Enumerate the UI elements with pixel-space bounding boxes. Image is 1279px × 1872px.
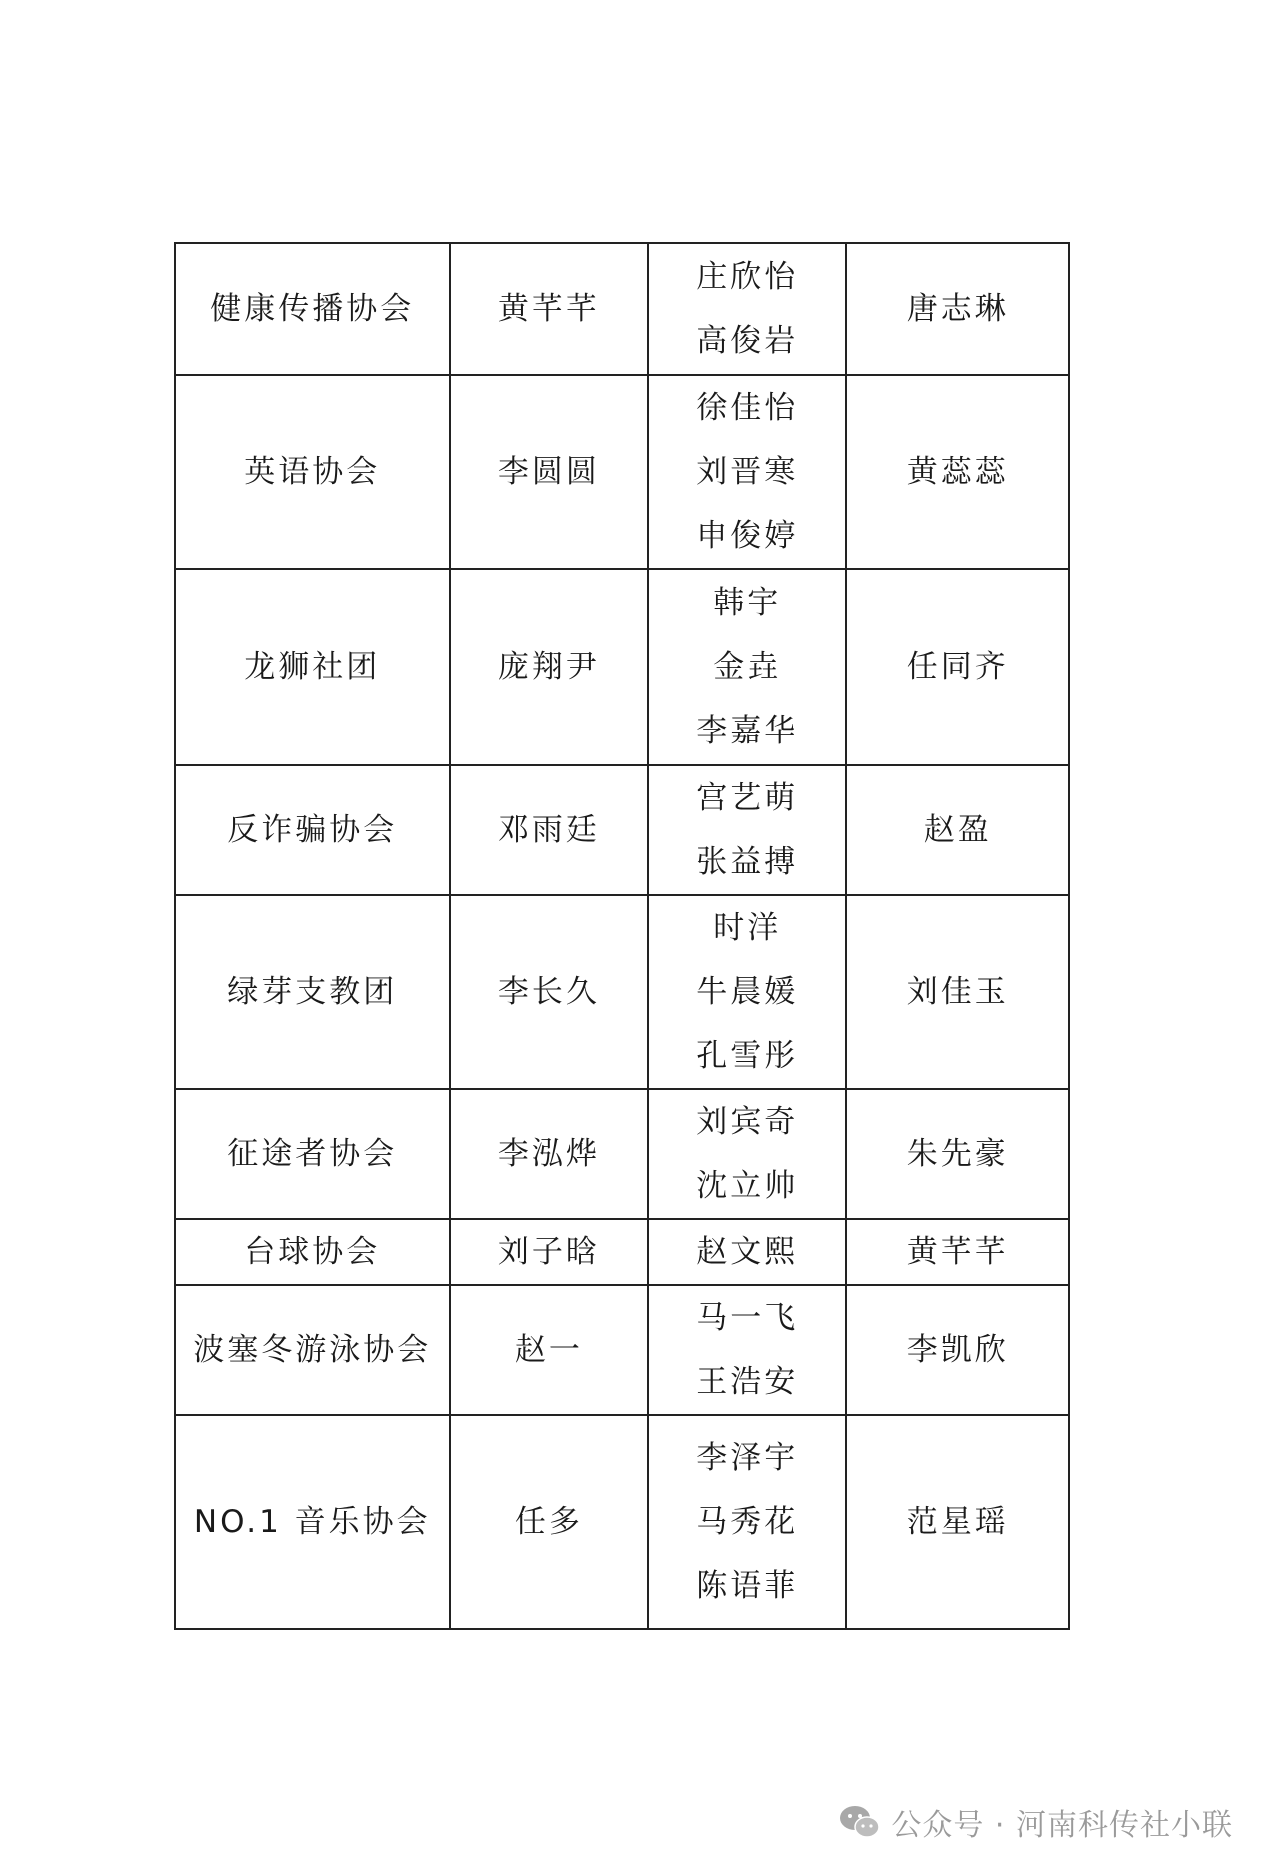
- table-row: [175, 569, 1069, 765]
- president-cell: 黄芊芊: [450, 243, 648, 375]
- table-row: [175, 1415, 1069, 1629]
- club-name-cell: 波塞冬游泳协会: [175, 1285, 450, 1415]
- president-cell: 李长久: [450, 895, 648, 1089]
- member-name: 牛晨媛: [696, 974, 799, 1010]
- table-row: [175, 1285, 1069, 1415]
- members-cell: [648, 375, 846, 569]
- member-name: 陈语菲: [696, 1568, 799, 1604]
- table-row: [175, 1219, 1069, 1285]
- member-name: 孔雪彤: [696, 1038, 799, 1074]
- members-cell: [648, 765, 846, 895]
- member-name: 高俊岩: [696, 323, 799, 359]
- president-cell: 庞翔尹: [450, 569, 648, 765]
- members-cell: [648, 1285, 846, 1415]
- members-cell: [648, 1415, 846, 1629]
- advisor-cell: 刘佳玉: [846, 895, 1069, 1089]
- members-cell: [648, 895, 846, 1089]
- member-name: 沈立帅: [696, 1168, 799, 1204]
- advisor-cell: 赵盈: [846, 765, 1069, 895]
- members-cell: [648, 569, 846, 765]
- advisor-cell: 李凯欣: [846, 1285, 1069, 1415]
- table-body: [175, 243, 1069, 1629]
- president-cell: 赵一: [450, 1285, 648, 1415]
- member-name: 王浩安: [696, 1364, 799, 1400]
- club-name-cell: NO.1 音乐协会: [175, 1415, 450, 1629]
- advisor-cell: 朱先豪: [846, 1089, 1069, 1219]
- member-name: 马一飞: [696, 1300, 799, 1336]
- club-name-cell: 英语协会: [175, 375, 450, 569]
- member-name: 赵文熙: [696, 1234, 799, 1270]
- club-name-cell: 龙狮社团: [175, 569, 450, 765]
- club-name-cell: 征途者协会: [175, 1089, 450, 1219]
- president-cell: 邓雨廷: [450, 765, 648, 895]
- table-row: [175, 895, 1069, 1089]
- advisor-cell: 黄蕊蕊: [846, 375, 1069, 569]
- member-name: 申俊婷: [696, 518, 799, 554]
- president-cell: 李泓烨: [450, 1089, 648, 1219]
- club-name-cell: 绿芽支教团: [175, 895, 450, 1089]
- table-row: [175, 1089, 1069, 1219]
- members-cell: [648, 243, 846, 375]
- member-name: 马秀花: [696, 1504, 799, 1540]
- member-name: 时洋: [713, 910, 782, 946]
- table-row: [175, 243, 1069, 375]
- watermark-text: 公众号 · 河南科传社小联: [891, 1808, 1233, 1843]
- members-cell: [648, 1219, 846, 1285]
- president-cell: 李圆圆: [450, 375, 648, 569]
- wechat-icon: [839, 1804, 881, 1840]
- club-name-cell: 台球协会: [175, 1219, 450, 1285]
- advisor-cell: 黄芊芊: [846, 1219, 1069, 1285]
- member-name: 刘晋寒: [696, 454, 799, 490]
- member-name: 刘宾奇: [696, 1104, 799, 1140]
- members-cell: [648, 1089, 846, 1219]
- president-cell: 刘子晗: [450, 1219, 648, 1285]
- advisor-cell: 任同齐: [846, 569, 1069, 765]
- member-name: 宫艺萌: [696, 780, 799, 816]
- member-name: 张益搏: [696, 844, 799, 880]
- table-row: [175, 375, 1069, 569]
- member-name: 庄欣怡: [696, 259, 799, 295]
- club-name-cell: 反诈骗协会: [175, 765, 450, 895]
- member-name: 徐佳怡: [696, 390, 799, 426]
- member-name: 韩宇: [713, 585, 782, 621]
- member-name: 李泽宇: [696, 1440, 799, 1476]
- club-name-cell: 健康传播协会: [175, 243, 450, 375]
- president-cell: 任多: [450, 1415, 648, 1629]
- member-name: 李嘉华: [696, 713, 799, 749]
- advisor-cell: 唐志琳: [846, 243, 1069, 375]
- table-row: [175, 765, 1069, 895]
- member-name: 金垚: [713, 649, 782, 685]
- advisor-cell: 范星瑶: [846, 1415, 1069, 1629]
- watermark: [839, 1800, 1233, 1844]
- club-roster-table: [174, 242, 1070, 1630]
